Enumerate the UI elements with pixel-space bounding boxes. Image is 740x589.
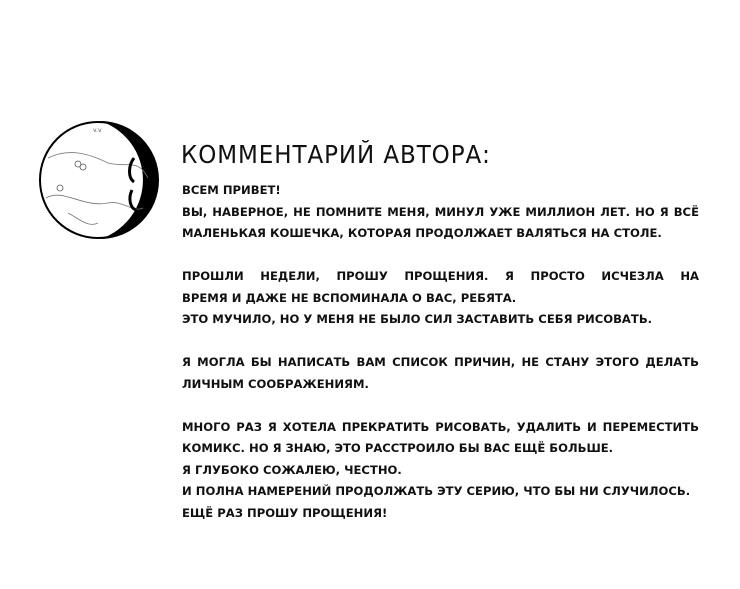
text-line: МАЛЕНЬКАЯ КОШЕЧКА, КОТОРАЯ ПРОДОЛЖАЕТ ВАЛЯТЬСЯ НА СТОЛЕ. [182, 226, 662, 240]
text-line: ВЫ, НАВЕРНОЕ, НЕ ПОМНИТЕ МЕНЯ, МИНУЛ УЖЕ МИЛЛИОН ЛЕТ. НО Я ВСЁ [182, 204, 699, 219]
text-line: ЕЩЁ РАЗ ПРОШУ ПРОЩЕНИЯ! [182, 505, 388, 520]
text-line: ПРОШЛИ НЕДЕЛИ, ПРОШУ ПРОЩЕНИЯ. Я ПРОСТО ИСЧЕЗЛА НА [182, 269, 699, 283]
text-line: Я МОГЛА БЫ НАПИСАТЬ ВАМ СПИСОК ПРИЧИН, НЕ СТАНУ ЭТОГО ДЕЛАТЬ [182, 355, 699, 369]
text-line: ВСЕМ ПРИВЕТ! [182, 183, 281, 197]
text-line: И ПОЛНА НАМЕРЕНИЙ ПРОДОЛЖАТЬ ЭТУ СЕРИЮ, ЧТО БЫ НИ СЛУЧИЛОСЬ. [182, 484, 691, 498]
text-line: ВРЕМЯ И ДАЖЕ НЕ ВСПОМИНАЛА О ВАС, РЕБЯТА. [182, 290, 517, 305]
text-line: ЭТО МУЧИЛО, НО У МЕНЯ НЕ БЫЛО СИЛ ЗАСТАВИТЬ СЕБЯ РИСОВАТЬ. [182, 312, 653, 326]
svg-text:v.v: v.v [93, 127, 102, 134]
text-line: КОМИКС. НО Я ЗНАЮ, ЭТО РАССТРОИЛО БЫ ВАС ЕЩЁ БОЛЬШЕ. [182, 441, 614, 455]
text-line: Я ГЛУБОКО СОЖАЛЕЮ, ЧЕСТНО. [182, 462, 402, 477]
text-line: МНОГО РАЗ Я ХОТЕЛА ПРЕКРАТИТЬ РИСОВАТЬ, УДАЛИТЬ И ПЕРЕМЕСТИТЬ [182, 419, 699, 434]
author-comment [182, 180, 699, 524]
author-cat-avatar [38, 118, 162, 242]
text-line: ЛИЧНЫМ СООБРАЖЕНИЯМ. [182, 376, 369, 391]
page-title: КОММЕНТАРИЙ АВТОРА: [181, 140, 491, 169]
